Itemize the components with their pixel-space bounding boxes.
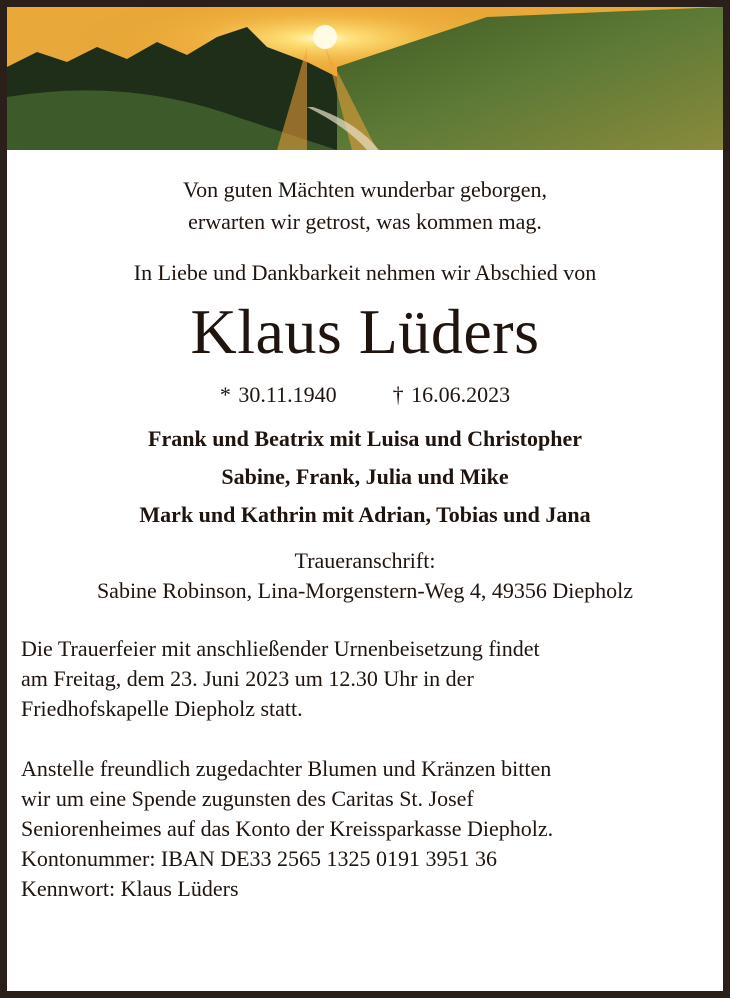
iban-line: Kontonummer: IBAN DE33 2565 1325 0191 3951 36	[21, 846, 498, 871]
obituary-content	[7, 174, 723, 904]
birth-date: * 30.11.1940	[219, 382, 337, 407]
motto-line: Von guten Mächten wunderbar geborgen,	[183, 177, 547, 202]
donation-info	[7, 754, 723, 904]
family-line: Mark und Kathrin mit Adrian, Tobias und Jana	[139, 502, 591, 527]
landscape-illustration	[7, 7, 723, 150]
family-line: Sabine, Frank, Julia und Mike	[221, 464, 509, 489]
farewell-intro: In Liebe und Dankbarkeit nehmen wir Abschied von	[133, 260, 597, 285]
family-list	[7, 420, 723, 534]
life-dates	[7, 380, 723, 410]
motto-verse	[7, 174, 723, 238]
ceremony-info	[7, 634, 723, 724]
sunset-landscape-image	[7, 7, 723, 150]
ceremony-line: am Freitag, dem 23. Juni 2023 um 12.30 Uhr in der	[21, 666, 474, 691]
keyword-line: Kennwort: Klaus Lüders	[21, 876, 239, 901]
motto-line: erwarten wir getrost, was kommen mag.	[188, 209, 542, 234]
ceremony-line: Die Trauerfeier mit anschließender Urnenbeisetzung findet	[21, 636, 540, 661]
family-line: Frank und Beatrix mit Luisa und Christopher	[148, 426, 582, 451]
donation-line: Anstelle freundlich zugedachter Blumen und Kränzen bitten	[21, 756, 552, 781]
address-label: Traueranschrift:	[294, 548, 436, 573]
deceased-name: Klaus Lüders	[190, 296, 540, 367]
mourning-address	[7, 546, 723, 606]
ceremony-line: Friedhofskapelle Diepholz statt.	[21, 696, 303, 721]
donation-line: wir um eine Spende zugunsten des Caritas St. Josef	[21, 786, 474, 811]
donation-line: Seniorenheimes auf das Konto der Kreissparkasse Diepholz.	[21, 816, 554, 841]
address-value: Sabine Robinson, Lina-Morgenstern-Weg 4, 49356 Diepholz	[96, 578, 634, 603]
death-date: † 16.06.2023	[392, 382, 511, 407]
